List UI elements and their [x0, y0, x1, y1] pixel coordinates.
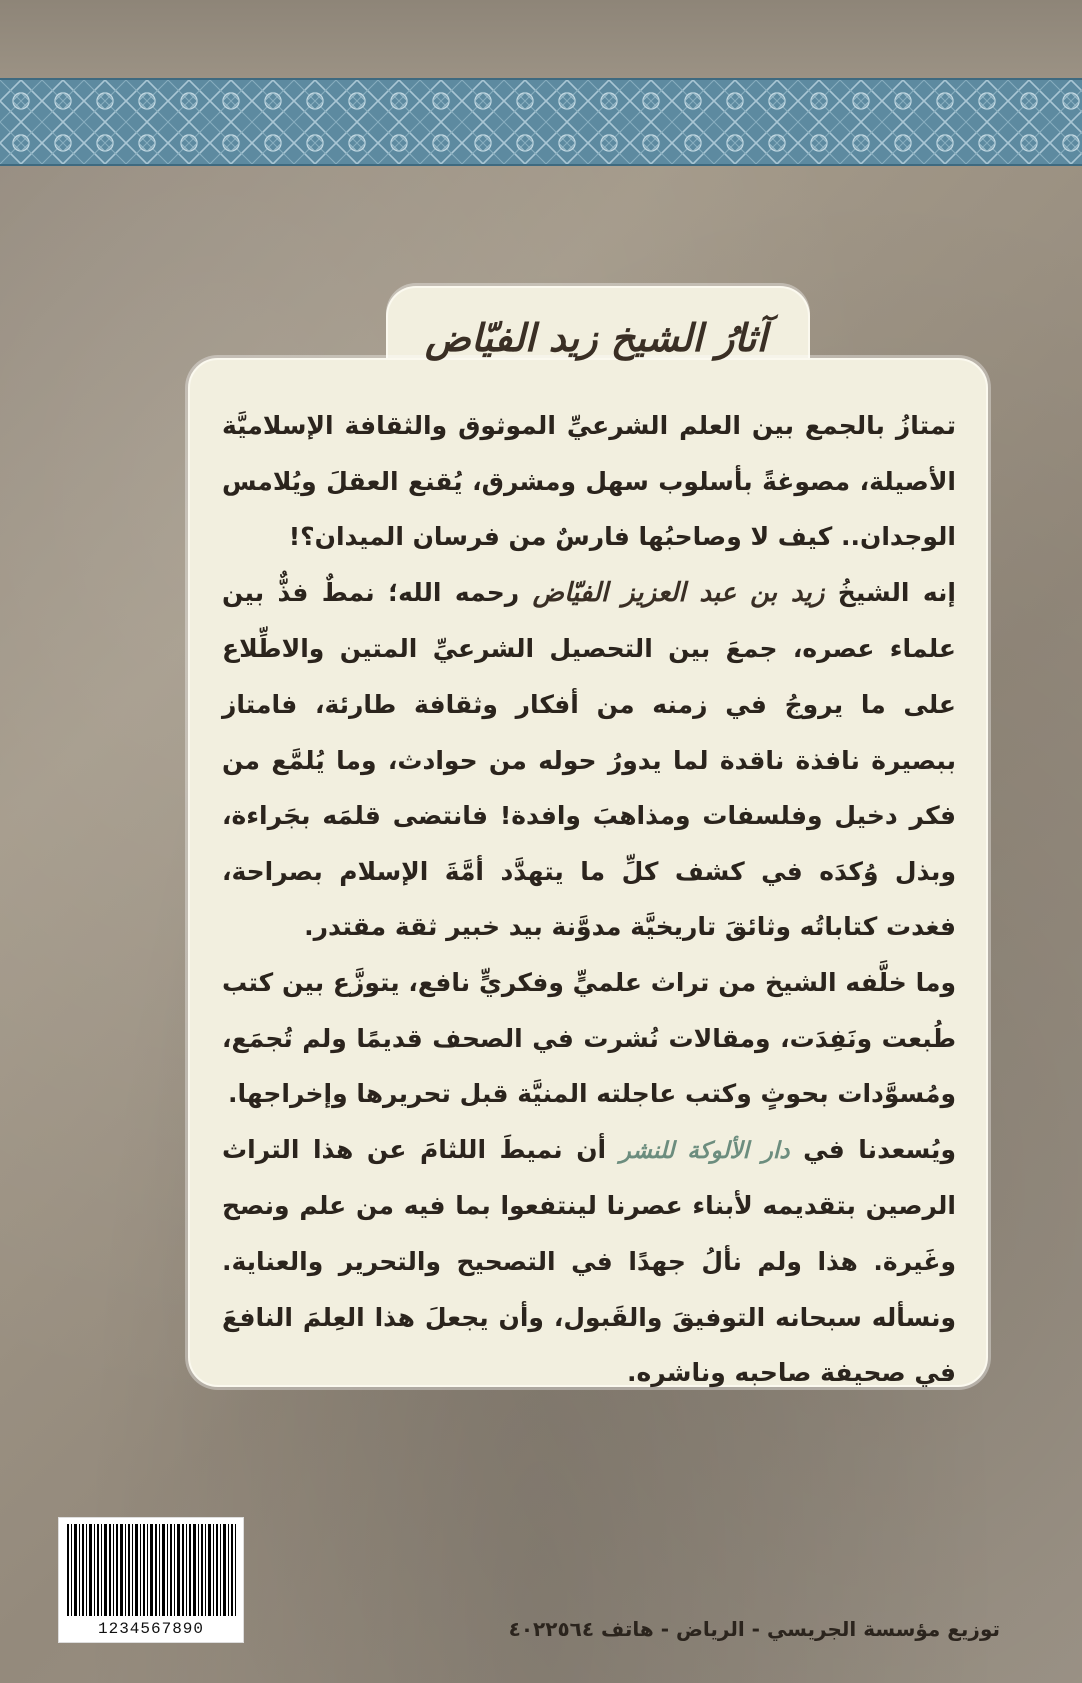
paragraph-author	[222, 565, 956, 955]
paragraph-intro: تمتازُ بالجمع بين العلم الشرعيِّ الموثوق والثقافة الإسلاميَّة الأصيلة، مصوغةً بأسلوب سهل ومشرق، يُقنع العقلَ ويُلامس الوجدان.. كيف لا وصاحبُها فارسٌ من فرسان الميدان؟!	[222, 411, 956, 552]
publisher-statement: أن نميطَ اللثامَ عن هذا التراث الرصين بتقديمه لأبناء عصرنا لينتفعوا بما فيه من علم ونصح وغَيرة. هذا ولم نألُ جهدًا في التصحيح والتحرير والعناية. ونسأله سبحانه التوفيقَ والقَبول، وأن يجعلَ هذا العِلمَ النافعَ في صحيفة صاحبه وناشره.	[222, 1134, 956, 1388]
distribution-footer: توزيع مؤسسة الجريسي - الرياض - هاتف ٤٠٢٢٥٦٤	[508, 1617, 1000, 1641]
publisher-logo: دار الألوكة للنشر	[619, 1136, 790, 1164]
decorative-pattern-band	[0, 78, 1082, 166]
description-text	[222, 398, 956, 1401]
author-name: زيد بن عبد العزيز الفيّاض	[532, 577, 825, 608]
author-bio: رحمه الله؛ نمطٌ فذٌّ بين علماء عصره، جمعَ بين التحصيل الشرعيِّ المتين والاطِّلاع على ما يروجُ في زمنه من أفكار وثقافة طارئة، فامتاز ببصيرة نافذة ناقدة لما يدورُ حوله من حوادث، وما يُلمَّع من فكر دخيل وفلسفات ومذاهبَ وافدة! فانتضى قلمَه بجَراءة، وبذل وُكدَه في كشف كلِّ ما يتهدَّد أمَّةَ الإسلام بصراحة، فغدت كتاباتُه وثائقَ تاريخيَّة مدوَّنة بيد خبير ثقة مقتدر.	[222, 577, 956, 942]
paragraph-publisher	[222, 1122, 956, 1401]
top-strip	[0, 0, 1082, 78]
author-lead: إنه الشيخُ	[837, 577, 956, 607]
barcode	[58, 1517, 244, 1643]
panel-title: آثارُ الشيخ زيد الفيّاض	[425, 315, 767, 360]
paragraph-legacy: وما خلَّفه الشيخ من تراث علميٍّ وفكريٍّ نافع، يتوزَّع بين كتب طُبعت ونَفِدَت، ومقالات نُشرت في الصحف قديمًا ولم تُجمَع، ومُسوَّدات بحوثٍ وكتب عاجلته المنيَّة قبل تحريرها وإخراجها.	[222, 967, 956, 1109]
publisher-lead: ويُسعدنا في	[803, 1134, 956, 1164]
barcode-number: 1234567890	[97, 1620, 204, 1638]
barcode-bars-icon	[65, 1524, 237, 1616]
